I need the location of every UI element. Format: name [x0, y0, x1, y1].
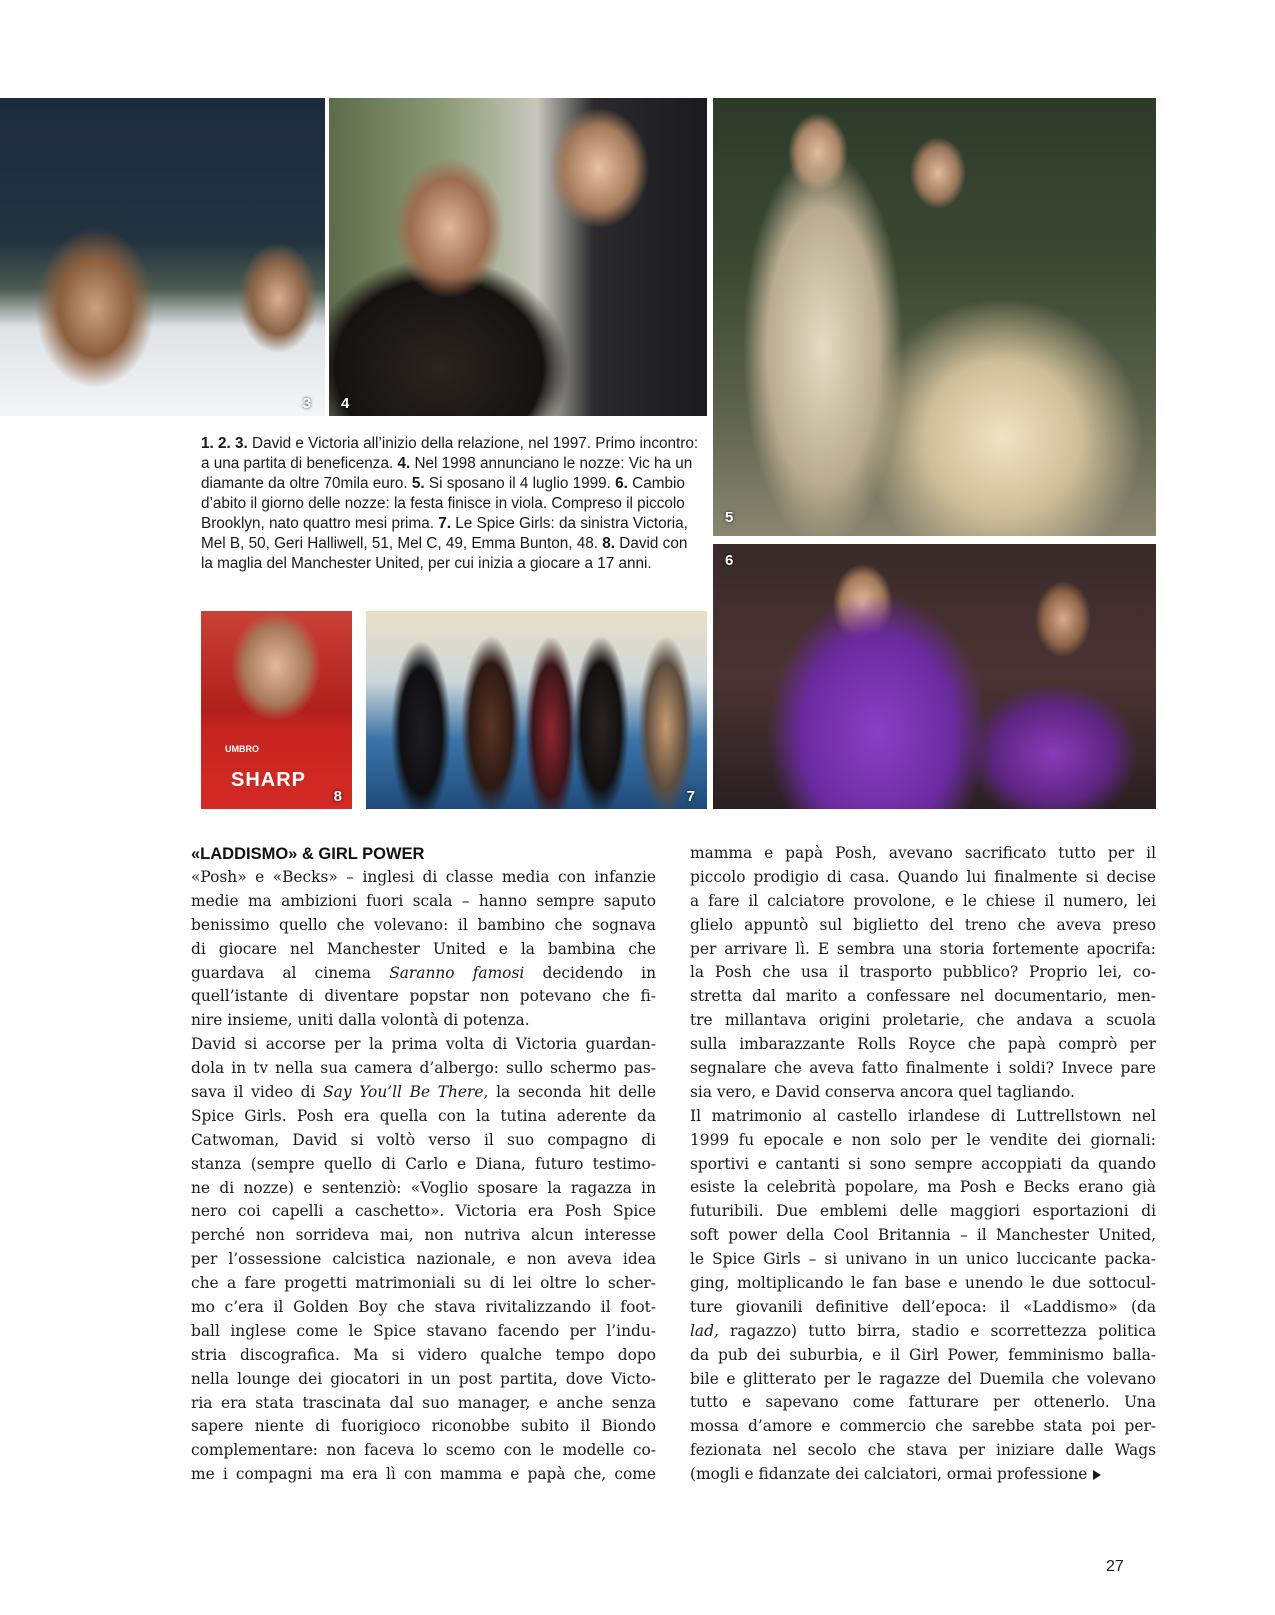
text-segment: guardava al cinema [191, 963, 390, 982]
text-line: perché non sorrideva mai, non nutriva alcun interesse [191, 1226, 656, 1245]
text-line [191, 962, 656, 986]
text-line: me i compagni ma era lì con mamma e papà che, come [191, 1465, 656, 1484]
caption-text [201, 434, 701, 574]
text-line: la Posh che usa il trasporto pubblico? Proprio lei, co- [690, 963, 1156, 982]
photo-engagement-1998 [329, 98, 707, 416]
caption-photo-ref: 7. [438, 515, 451, 532]
text-segment: decidendo in [524, 963, 656, 982]
text-line: ture giovanili definitive dell’epoca: il «Laddismo» (da [690, 1297, 1156, 1316]
text-line: stanza (sempre quello di Carlo e Diana, futuro testimo- [191, 1154, 656, 1173]
text-segment: sava il video di [191, 1083, 324, 1102]
text-line: le Spice Girls – si univano in un unico luccicante packa- [690, 1250, 1156, 1269]
text-line: sportivi e cantanti si sono sempre accoppiati da quando [690, 1154, 1156, 1173]
text-line: ne di nozze) e sentenziò: «Voglio sposare la ragazza in [191, 1178, 656, 1197]
text-line: mo c’era il Golden Boy che stava rivitalizzando il foot- [191, 1298, 656, 1317]
text-line: mamma e papà Posh, avevano sacrificato tutto per il [690, 844, 1156, 862]
text-line: David si accorse per la prima volta di Victoria guardan- [191, 1035, 656, 1054]
text-line: a fare il calciatore provolone, e le chiese il numero, lei [690, 891, 1156, 910]
continue-arrow-icon [1093, 1470, 1101, 1480]
text-line: stretta dal marito a confessare nel documentario, men- [690, 987, 1156, 1006]
text-line [191, 1081, 656, 1105]
photo-number: 7 [686, 788, 695, 805]
text-line: «Posh» e «Becks» – inglesi di classe media con infanzie [191, 868, 656, 886]
caption-photo-ref: 5. [411, 475, 425, 492]
text-line: nero coi capelli a caschetto». Victoria era Posh Spice [191, 1202, 656, 1221]
text-line: futuribili. Due emblemi delle maggiori esportazioni di [690, 1202, 1156, 1221]
text-line: mossa d’amore e commercio che sarebbe stata poi per- [690, 1417, 1156, 1436]
article-column-left [191, 842, 656, 1487]
text-line: 1999 fu epocale e non solo per le vendite dei giornali: [690, 1130, 1156, 1149]
caption-photo-ref: 4. [397, 455, 411, 472]
caption-description: Cambio d’abito il giorno delle nozze: la festa finisce in viola. Compreso il piccolo Brooklyn, nato quattro mesi prima. [201, 475, 685, 532]
article-body-left [191, 866, 656, 1487]
text-line: quell’istante di diventare popstar non potevano che fi- [191, 987, 656, 1006]
text-line: piccolo prodigio di casa. Quando lui finalmente si decise [690, 867, 1156, 886]
text-line: Catwoman, David si voltò verso il suo compagno di [191, 1130, 656, 1149]
text-line: ging, moltiplicando le fan base e unendo le due sottocul- [690, 1274, 1156, 1293]
text-line: nire insieme, uniti dalla volontà di potenza. [191, 1011, 530, 1030]
photo-number: 4 [341, 395, 350, 412]
italic-title: Say You’ll Be There [323, 1083, 484, 1102]
text-line: stria discografica. Ma si videro qualche tempo dopo [191, 1345, 656, 1364]
text-line: segnalare che aveva fatto finalmente i soldi? Invece pare [690, 1059, 1156, 1078]
page-number: 27 [1106, 1558, 1124, 1575]
text-line: Spice Girls. Posh era quella con la tutina aderente da [191, 1106, 656, 1125]
text-line: per l’ossessione calcistica nazionale, e non aveva idea [191, 1250, 656, 1269]
text-line: (mogli e fidanzate dei calciatori, ormai professione [690, 1463, 1156, 1487]
caption-photo-ref: 8. [602, 535, 616, 552]
caption-description: Nel 1998 annunciano le nozze: Vic ha un diamante da oltre 70mila euro. [201, 455, 693, 492]
article-column-right [690, 842, 1156, 1487]
text-line: da pub dei suburbia, e il Girl Power, femminismo balla- [690, 1345, 1156, 1364]
text-line: benissimo quello che volevano: il bambino che sognava [191, 915, 656, 934]
text-line: bile e glitterato per le ragazze del Duemila che volevano [690, 1369, 1156, 1388]
text-line: sia vero, e David conserva ancora quel tagliando. [690, 1082, 1075, 1101]
photo-number: 6 [725, 552, 734, 569]
photo-number: 5 [725, 509, 734, 526]
photo-number: 8 [333, 788, 342, 805]
kit-maker-logo: UMBRO [225, 744, 259, 754]
section-heading: «LADDISMO» & GIRL POWER [191, 845, 425, 863]
photo-dinner-1997 [0, 98, 325, 416]
text-line: che a fare progetti matrimoniali su di lei oltre lo scher- [191, 1274, 656, 1293]
caption-description: Si sposano il 4 luglio 1999. [424, 475, 616, 492]
article-body-right [690, 842, 1156, 1487]
text-line: sulla imbarazzante Rolls Royce che papà comprò per [690, 1035, 1156, 1054]
photo-caption [201, 434, 701, 574]
text-segment: , la seconda hit delle [483, 1083, 656, 1102]
text-line: tre millantava origini proletarie, che andava a scuola [690, 1011, 1156, 1030]
text-line: complementare: non faceva lo scemo con le modelle co- [191, 1441, 656, 1460]
text-line: dola in tv nella sua camera d’albergo: sullo schermo pas- [191, 1059, 656, 1078]
italic-title: Saranno famosi [389, 963, 525, 982]
photo-manchester-united-shirt [201, 611, 352, 809]
caption-photo-ref: 6. [615, 475, 628, 492]
photo-spice-girls [366, 611, 707, 809]
text-line: Il matrimonio al castello irlandese di Luttrellstown nel [690, 1106, 1156, 1125]
caption-description: Le Spice Girls: da sinistra Victoria, Mel B, 50, Geri Halliwell, 51, Mel C, 49, Emma Bunton, 48. [201, 515, 688, 552]
shirt-sponsor-logo: SHARP [231, 769, 307, 791]
text-segment: ragazzo) tutto birra, stadio e scorrettezza politica [718, 1321, 1156, 1340]
text-line [690, 1320, 1156, 1344]
caption-description: David con la maglia del Manchester United, per cui inizia a giocare a 17 anni. [201, 535, 688, 572]
caption-description: David e Victoria all’inizio della relazione, nel 1997. Primo incontro: a una partita di beneficenza. [201, 435, 699, 472]
text-line: nella lounge dei giocatori in un post partita, dove Victo- [191, 1369, 656, 1388]
text-line: fezionata nel secolo che stava per iniziare dalle Wags [690, 1441, 1156, 1460]
text-line: ball inglese come le Spice stavano facendo per l’indu- [191, 1321, 656, 1340]
caption-photo-ref: 1. 2. 3. [201, 435, 248, 452]
photo-purple-outfits [713, 544, 1156, 809]
text-line: per arrivare lì. E sembra una storia fortemente apocrifa: [690, 939, 1156, 958]
photo-wedding-1999 [713, 98, 1156, 536]
text-line: medie ma ambizioni fuori scala – hanno sempre saputo [191, 891, 656, 910]
photo-number: 3 [302, 395, 311, 412]
text-line: sapere niente di fuorigioco riconobbe subito il Biondo [191, 1417, 656, 1436]
text-line: di giocare nel Manchester United e la bambina che [191, 939, 656, 958]
text-line: glielo appuntò sul biglietto del treno che aveva preso [690, 915, 1156, 934]
text-line: soft power della Cool Britannia – il Manchester United, [690, 1226, 1156, 1245]
text-line: ria era stata trascinata dal suo manager, e anche senza [191, 1393, 656, 1412]
text-line: tutto e sapevano come fatturare per ottenerlo. Una [690, 1393, 1156, 1412]
italic-title: lad, [690, 1321, 719, 1340]
text-line: esiste la celebrità popolare, ma Posh e Becks erano già [690, 1178, 1156, 1197]
